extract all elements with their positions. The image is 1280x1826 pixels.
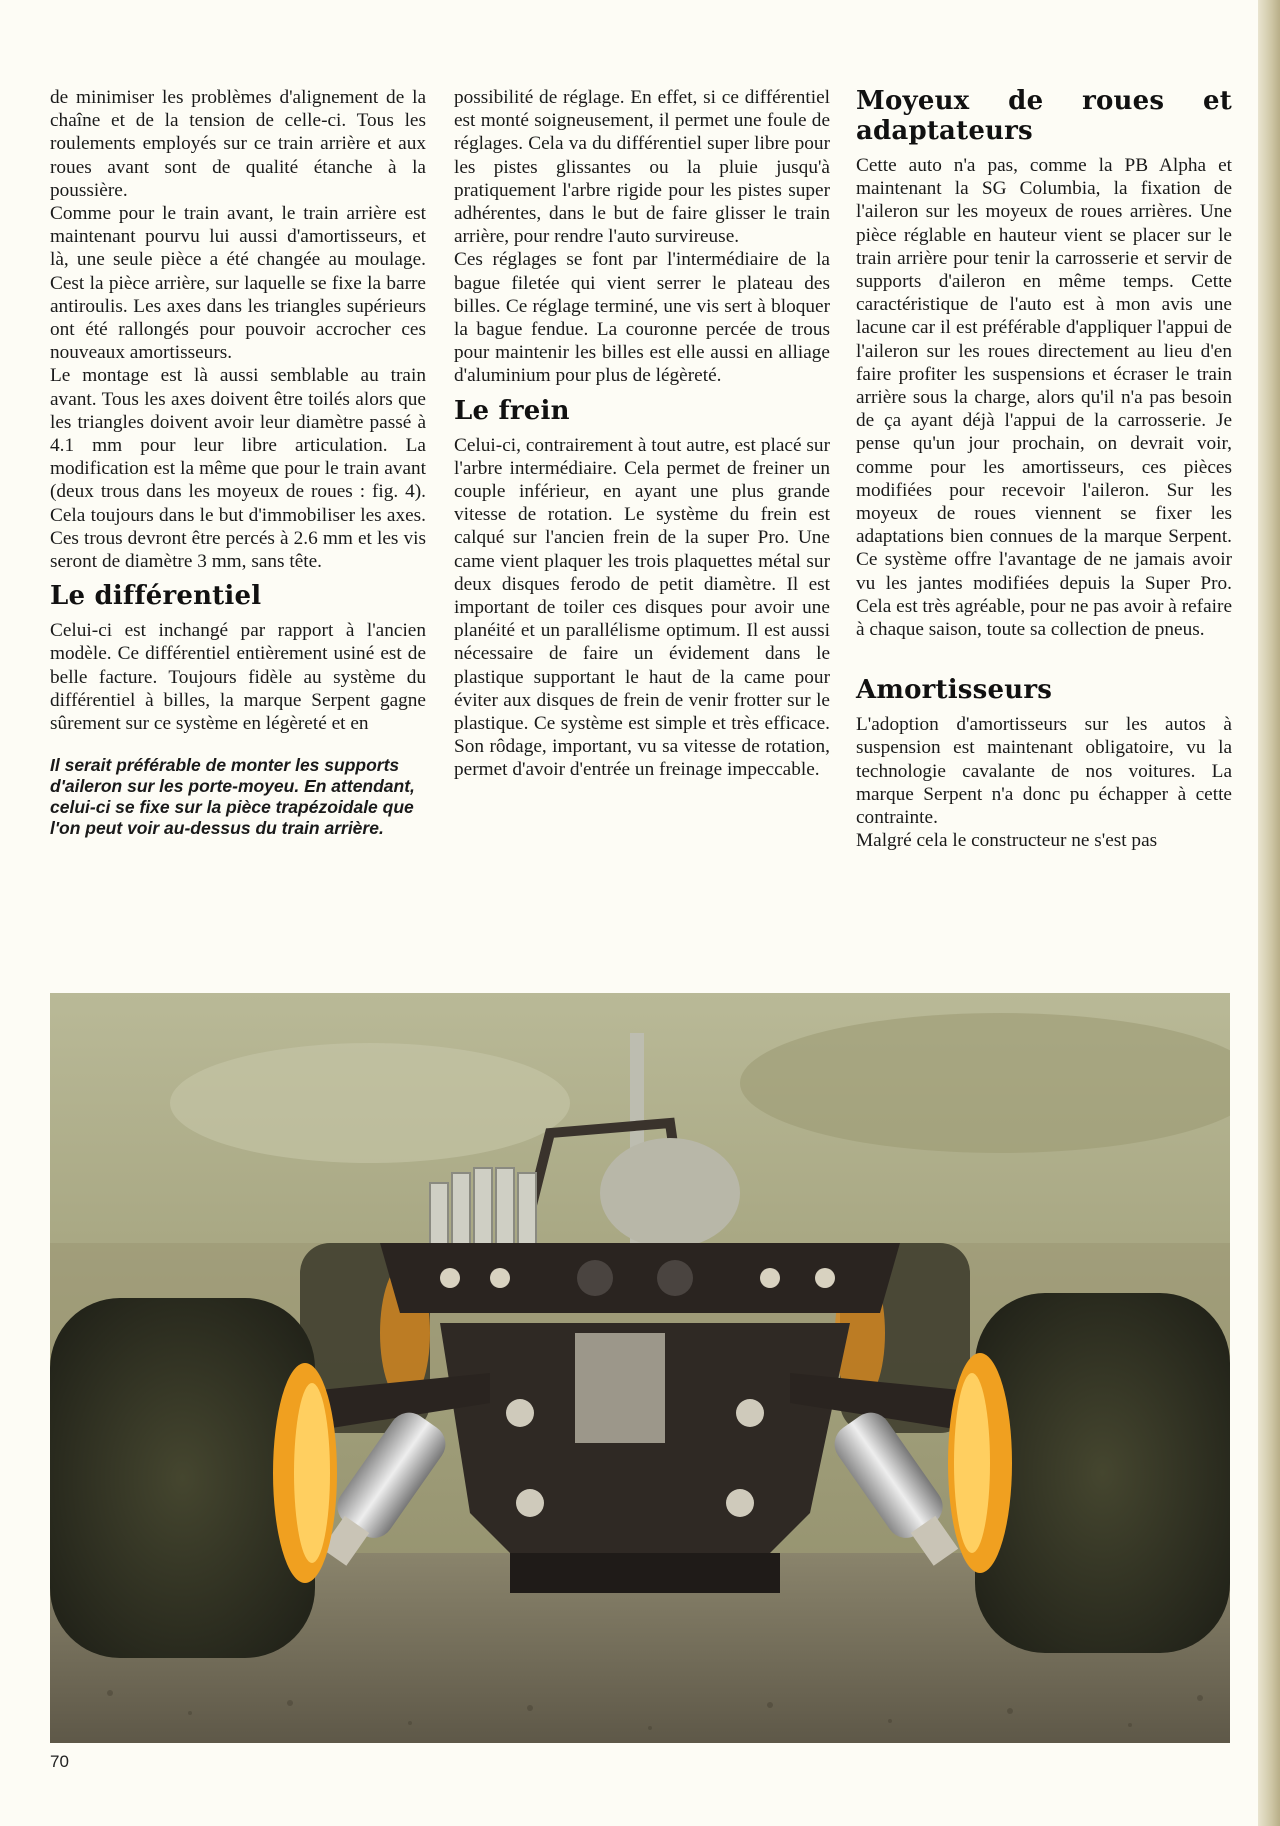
column-1: [50, 86, 426, 839]
page-number: 70: [50, 1752, 69, 1771]
col1-paragraph-1: de minimiser les problèmes d'alignement de la chaîne et de la tension de celle-ci. Tous les roulements employés sur ce train arrière et aux roues avant sont de qualité étanche à la poussière.: [50, 87, 426, 201]
heading-differentiel: Le différentiel: [50, 581, 262, 612]
heading-amortisseurs: Amortisseurs: [856, 675, 1053, 706]
col2-paragraph-3: Celui-ci, contrairement à tout autre, est placé sur l'arbre intermédiaire. Cela permet de freiner un couple inférieur, en ayant une plus grande vitesse de rotation. Le système du frein est calqué sur l'ancien frein de la super Pro. Une came vient plaquer les trois plaquettes métal sur deux disques ferodo de petit diamètre. Il est important de toiler ces disques pour avoir une planéité et un parallélisme optimum. Il est aussi nécessaire de faire un évidement dans le plastique supportant le haut de la came pour éviter aux disques de frein de venir frotter sur le plastique. Ce système est simple et très efficace. Son rôdage, important, vu sa vitesse de rotation, permet d'avoir d'entrée un freinage impeccable.: [454, 434, 830, 781]
heading-frein: Le frein: [454, 395, 570, 426]
col3-paragraph-1: Cette auto n'a pas, comme la PB Alpha et maintenant la SG Columbia, la fixation de l'aileron sur les moyeux de roues arrières. Une pièce réglable en hauteur vient se placer sur le train arrière pour tenir la carrosserie et servir de supports d'aileron en même temps. Cette caractéristique de l'auto est à mon avis une lacune car il est préférable d'appliquer l'appui de l'aileron sur les roues directement au lieu d'en faire profiter les suspensions et écraser le train arrière sous la charge, alors qu'il n'a pas besoin de ça ayant déjà l'appui de la carrosserie. Je pense qu'un jour prochain, on devrait voir, comme pour les amortisseurs, ces pièces modifiées pour recevoir l'aileron. Sur les moyeux de roues viennent se fixer les adaptations bien connues de la marque Serpent. Ce système offre l'avantage de ne jamais avoir vu les jantes modifiées depuis la Super Pro. Cela est très agréable, pour ne pas avoir à refaire à chaque saison, toute sa collection de pneus.: [856, 155, 1232, 641]
col1-paragraph-4: Celui-ci est inchangé par rapport à l'ancien modèle. Ce différentiel entièrement usiné est de belle facture. Toujours fidèle au système du différentiel à billes, la marque Serpent gagne sûrement sur ce système en légèreté et en: [50, 620, 426, 735]
photo-caption: Il serait préférable de monter les supports d'aileron sur les porte-moyeu. En attendant, celui-ci se fixe sur la pièce trapézoidale que l'on peut voir au-dessus du train arrière.: [50, 755, 415, 839]
col2-paragraph-2: Ces réglages se font par l'intermédiaire de la bague filetée qui vient serrer le plateau des billes. Ce réglage terminé, une vis sert à bloquer la bague fendue. La couronne percée de trous pour maintenir les billes est elle aussi en alliage d'aluminium pour plus de légèreté.: [454, 249, 830, 387]
col3-paragraph-2: L'adoption d'amortisseurs sur les autos à suspension est maintenant obligatoire, vu la technologie cavalante de nos voitures. La marque Serpent n'a donc pu échapper à cette contrainte.: [856, 714, 1232, 829]
column-3: [856, 86, 1232, 852]
rc-car-photo: [50, 993, 1230, 1743]
col2-paragraph-1: possibilité de réglage. En effet, si ce différentiel est monté soigneusement, il permet une foule de réglages. Cela va du différentiel super libre pour les pistes glissantes ou la pluie jusqu'à pratiquement l'arbre rigide pour les pistes super adhérentes, dans le but de faire glisser le train arrière, pour rendre l'auto survireuse.: [454, 87, 830, 248]
col1-paragraph-2: Comme pour le train avant, le train arrière est maintenant pourvu lui aussi d'amortisseurs, et là, une seule pièce a été changée au moulage. Cest la pièce arrière, sur laquelle se fixe la barre antiroulis. Les axes dans les triangles supérieurs ont été rallongés pour pouvoir accrocher ces nouveaux amortisseurs.: [50, 203, 426, 364]
heading-moyeux: Moyeux de roues et adaptateurs: [856, 86, 1232, 146]
column-2: [454, 86, 830, 782]
col3-paragraph-3: Malgré cela le constructeur ne s'est pas: [856, 830, 1158, 852]
page-edge: [1258, 0, 1280, 1826]
col1-paragraph-3: Le montage est là aussi semblable au train avant. Tous les axes doivent être toilés alors que les triangles doivent avoir leur diamètre passé à 4.1 mm pour leur libre articulation. La modification est la même que pour le train avant (deux trous dans les moyeux de roues : fig. 4). Cela toujours dans le but d'immobiliser les axes. Ces trous devront être percés à 2.6 mm et les vis seront de diamètre 3 mm, sans tête.: [50, 365, 426, 573]
